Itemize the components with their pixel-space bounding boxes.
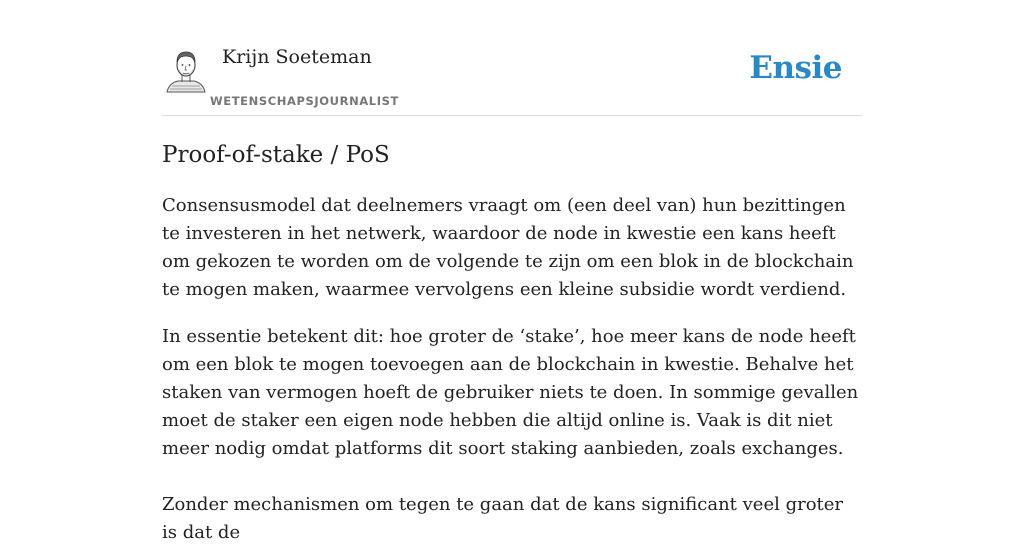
author-role: WETENSCHAPSJOURNALIST [210, 94, 399, 108]
author-name[interactable]: Krijn Soeteman [222, 46, 372, 68]
paragraph: In essentie betekent dit: hoe groter de ‘stake’, hoe meer kans de node heeft om een blok te mogen toevoegen aan de blockchain in kwestie. Behalve het staken van vermogen hoeft de gebruiker niets te doen. In sommige gevallen moet de staker een eigen node hebben die altijd online is. Vaak is dit niet meer nodig omdat platforms dit soort staking aanbieden, zoals exchanges. [162, 326, 859, 459]
paragraph: Zonder mechanismen om tegen te gaan dat de kans significant veel groter is dat de [162, 494, 844, 543]
paragraph: Consensusmodel dat deelnemers vraagt om (een deel van) hun bezittingen te investeren in het netwerk, waardoor de node in kwestie een kans heeft om gekozen te worden om de volgende te zijn om een blok in de blockchain te mogen maken, waarmee vervolgens een kleine subsidie wordt verdiend. [162, 195, 854, 300]
article-header [162, 0, 862, 116]
article-column [162, 0, 862, 547]
brand-logo[interactable]: Ensie [749, 50, 842, 86]
portrait-sketch-icon [164, 46, 208, 92]
article-title: Proof-of-stake / PoS [162, 142, 390, 168]
article-body [162, 192, 862, 547]
